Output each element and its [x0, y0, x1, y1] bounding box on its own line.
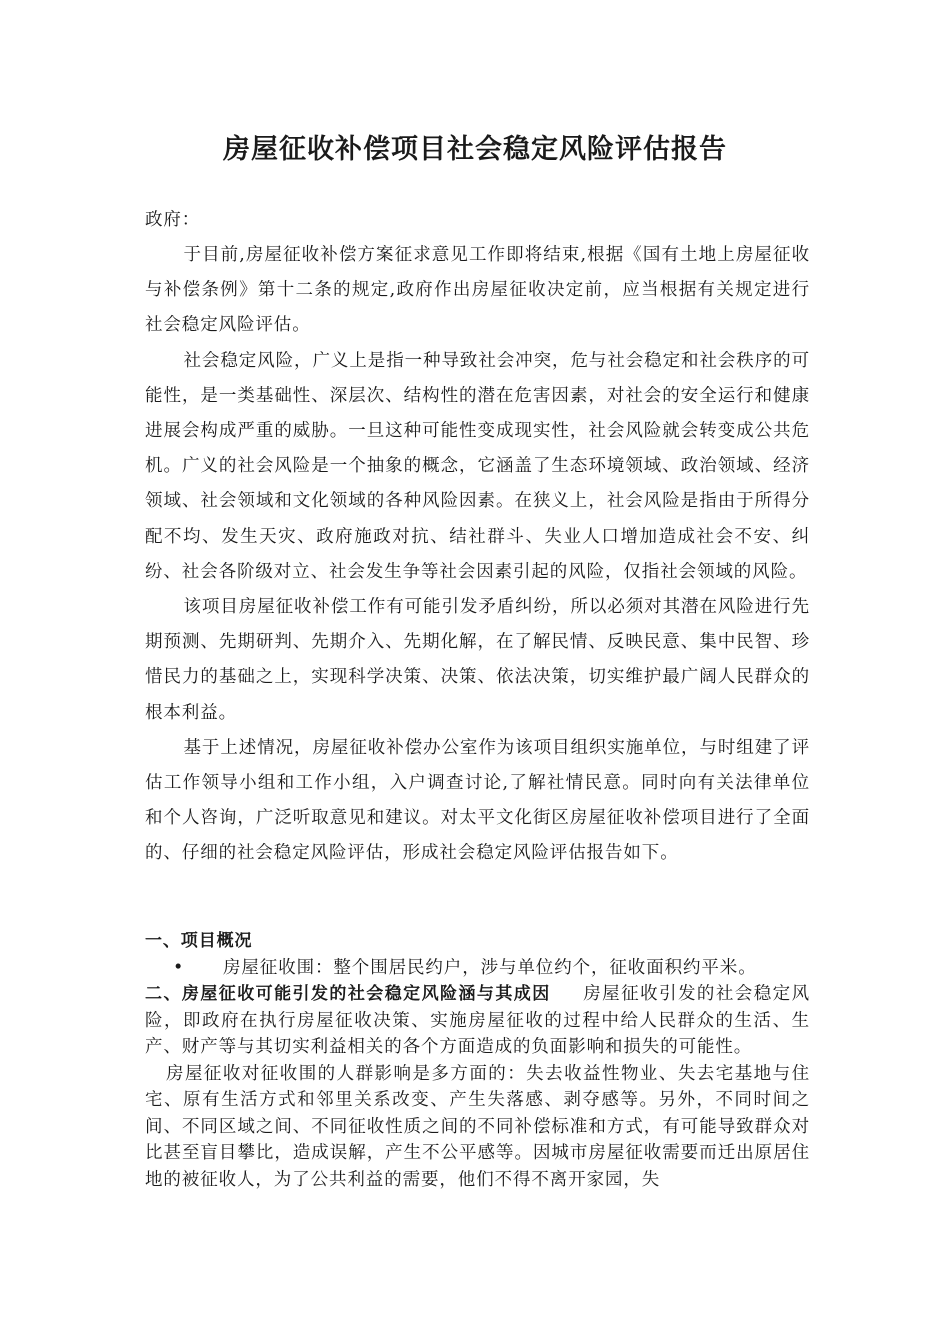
document-title: 房屋征收补偿项目社会稳定风险评估报告	[223, 134, 727, 165]
section-heading-overview: 一、项目概况	[145, 931, 253, 951]
paragraph-risk-definition: 社会稳定风险，广义上是指一种导致社会冲突，危与社会稳定和社会秩序的可能性，是一类基础性、深层次、结构性的潜在危害因素，对社会的安全运行和健康进展会构成严重的威胁。一旦这种可能性变成现实性，社会风险就会转变成公共危机。广义的社会风险是一个抽象的概念，它涵盖了生态环境领域、政治领域、经济领域、社会领域和文化领域的各种风险因素。在狭义上，社会风险是指由于所得分配不均、发生天灾、政府施政对抗、结社群斗、失业人口增加造成社会不安、纠纷、社会各阶级对立、社会发生争等社会因素引起的风险，仅指社会领域的风险。	[145, 350, 810, 582]
paragraph-intro: 于目前,房屋征收补偿方案征求意见工作即将结束,根据《国有土地上房屋征收与补偿条例》第十二条的规定,政府作出房屋征收决定前，应当根据有关规定进行社会稳定风险评估。	[145, 245, 810, 336]
section-risk-intro	[145, 981, 810, 1061]
paragraph-project-risk: 该项目房屋征收补偿工作有可能引发矛盾纠纷，所以必须对其潜在风险进行先期预测、先期研判、先期介入、先期化解，在了解民情、反映民意、集中民智、珍惜民力的基础之上，实现科学决策、决策、依法决策，切实维护最广阔人民群众的根本利益。	[145, 597, 810, 723]
addressee: 政府：	[145, 210, 201, 230]
body-paragraphs	[145, 238, 810, 872]
section-heading-risk: 二、房屋征收可能引发的社会稳定风险涵与其成因	[145, 984, 551, 1004]
sections	[145, 928, 810, 1193]
section-risk-intro-text: 房屋征收引发的社会稳定风险，即政府在执行房屋征收决策、实施房屋征收的过程中给人民群众的生活、生产、财产等与其切实利益相关的各个方面造成的负面影响和损失的可能性。	[145, 984, 810, 1057]
bullet-icon: •	[173, 958, 185, 978]
bullet-text: 房屋征收围：整个围居民约户，涉与单位约个，征收面积约平米。	[223, 958, 757, 978]
paragraph-impact: 房屋征收对征收围的人群影响是多方面的：失去收益性物业、失去宅基地与住宅、原有生活方式和邻里关系改变、产生失落感、剥夺感等。另外，不同时间之间、不同区域之间、不同征收性质之间的不同补偿标准和方式，有可能导致群众对比甚至盲目攀比，造成误解，产生不公平感等。因城市房屋征收需要而迁出原居住地的被征收人，为了公共利益的需要，他们不得不离开家园，失	[145, 1063, 810, 1190]
paragraph-assessment-process: 基于上述情况，房屋征收补偿办公室作为该项目组织实施单位，与时组建了评估工作领导小组和工作小组，入户调查讨论,了解社情民意。同时向有关法律单位和个人咨询，广泛听取意见和建议。对太平文化街区房屋征收补偿项目进行了全面的、仔细的社会稳定风险评估，形成社会稳定风险评估报告如下。	[145, 737, 810, 864]
list-item	[145, 955, 810, 981]
